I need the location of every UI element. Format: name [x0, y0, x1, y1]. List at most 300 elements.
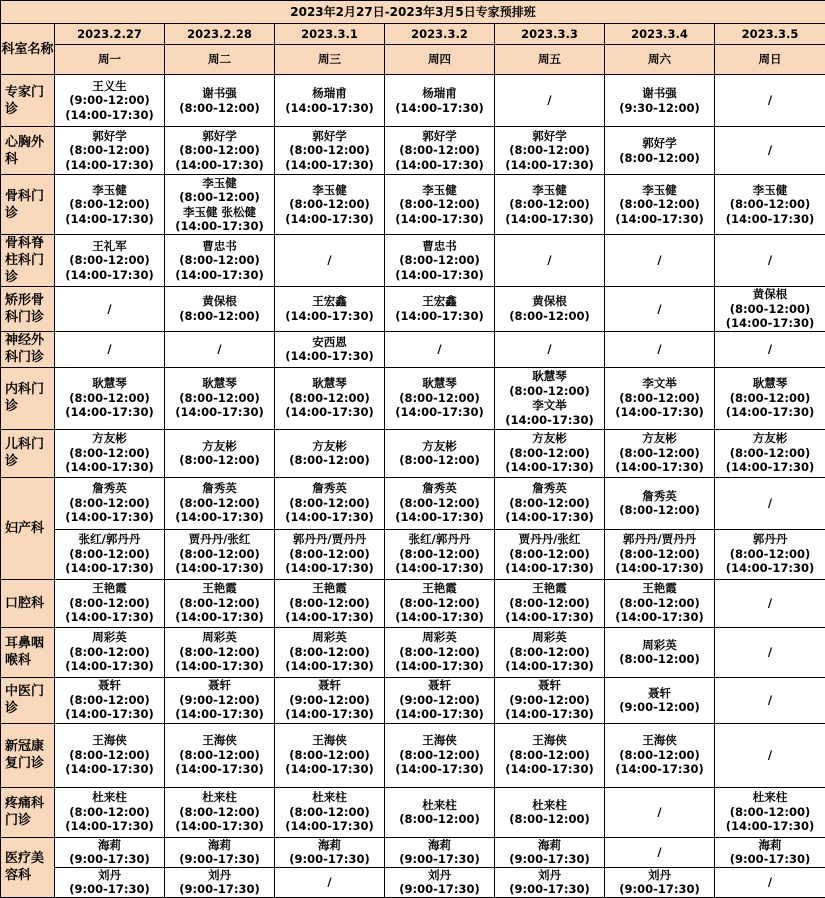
schedule-cell: [165, 867, 275, 897]
doctor-name: 詹秀英: [385, 481, 494, 496]
schedule-cell: [495, 235, 605, 287]
time-slot: (14:00-17:30): [55, 561, 164, 576]
schedule-cell: [275, 75, 385, 127]
time-slot: (14:00-17:30): [165, 610, 274, 625]
time-slot: (8:00-12:00): [275, 748, 384, 763]
schedule-cell: [275, 579, 385, 627]
time-slot: (8:00-12:00): [385, 596, 494, 611]
schedule-cell: [495, 127, 605, 175]
time-slot: (8:00-12:00): [715, 805, 825, 820]
time-slot: (14:00-17:30): [385, 212, 494, 227]
time-slot: (14:00-17:30): [55, 610, 164, 625]
time-slot: (14:00-17:30): [715, 460, 825, 475]
time-slot: (14:00-17:30): [55, 108, 164, 123]
time-slot: (8:00-12:00): [605, 748, 714, 763]
time-slot: (14:00-17:30): [385, 510, 494, 525]
department-name: 骨科门诊: [1, 175, 55, 235]
time-slot: (9:00-17:30): [55, 882, 164, 897]
date-header-row: [1, 24, 825, 45]
doctor-name: 詹秀英: [275, 481, 384, 496]
time-slot: (14:00-17:30): [385, 405, 494, 420]
time-slot: (14:00-17:30): [605, 460, 714, 475]
time-slot: (8:00-12:00): [385, 547, 494, 562]
schedule-cell: [715, 235, 825, 287]
schedule-cell: [605, 579, 715, 627]
time-slot: (8:00-12:00): [385, 391, 494, 406]
time-slot: (14:00-17:30): [605, 610, 714, 625]
time-slot: (8:00-12:00): [385, 197, 494, 212]
schedule-cell: [495, 529, 605, 579]
schedule-cell: [55, 477, 165, 529]
time-slot: (8:00-12:00): [605, 446, 714, 461]
schedule-cell: [605, 477, 715, 529]
doctor-name: 李玉健: [385, 183, 494, 198]
time-slot: (9:00-17:30): [495, 882, 604, 897]
doctor-name: 李玉健: [55, 183, 164, 198]
schedule-cell: [385, 367, 495, 429]
time-slot: (14:00-17:30): [165, 219, 274, 234]
doctor-name: /: [55, 342, 164, 357]
time-slot: (14:00-17:30): [55, 212, 164, 227]
doctor-name: 王礼军: [55, 239, 164, 254]
doctor-name: 方友彬: [495, 431, 604, 446]
time-slot: (8:00-12:00): [165, 748, 274, 763]
schedule-cell: [55, 235, 165, 287]
doctor-name: /: [715, 93, 825, 108]
schedule-cell: [495, 331, 605, 367]
schedule-cell: [715, 787, 825, 837]
time-slot: (14:00-17:30): [165, 707, 274, 722]
schedule-cell: [165, 477, 275, 529]
time-slot: (8:00-12:00): [275, 143, 384, 158]
doctor-name: 耿慧琴: [385, 376, 494, 391]
schedule-cell: [605, 723, 715, 787]
doctor-name: /: [275, 875, 384, 890]
schedule-cell: [385, 529, 495, 579]
time-slot: (14:00-17:30): [385, 659, 494, 674]
time-slot: (8:00-12:00): [165, 645, 274, 660]
doctor-name: 聂轩: [275, 678, 384, 693]
doctor-name: 贾丹丹/张红: [165, 532, 274, 547]
table-row: [1, 529, 825, 579]
time-slot: (9:00-12:00): [55, 93, 164, 108]
doctor-name: 耿慧琴: [715, 376, 825, 391]
schedule-cell: [275, 867, 385, 897]
doctor-name: 方友彬: [165, 439, 274, 454]
schedule-cell: [495, 429, 605, 477]
time-slot: (14:00-17:30): [55, 158, 164, 173]
time-slot: (14:00-17:30): [385, 101, 494, 116]
schedule-cell: [385, 127, 495, 175]
time-slot: (9:00-12:00): [385, 693, 494, 708]
doctor-name: 聂轩: [385, 678, 494, 693]
time-slot: (8:00-12:00): [715, 391, 825, 406]
time-slot: (14:00-17:30): [55, 819, 164, 834]
time-slot: (8:00-12:00): [495, 496, 604, 511]
time-slot: (8:00-12:00): [495, 748, 604, 763]
time-slot: (8:00-12:00): [495, 197, 604, 212]
schedule-cell: [275, 837, 385, 867]
time-slot: (14:00-17:30): [55, 405, 164, 420]
time-slot: (8:00-12:00): [165, 253, 274, 268]
time-slot: (14:00-17:30): [605, 405, 714, 420]
schedule-cell: [165, 677, 275, 723]
doctor-name: 聂轩: [165, 678, 274, 693]
time-slot: (14:00-17:30): [165, 405, 274, 420]
doctor-name: 王艳霞: [495, 581, 604, 596]
time-slot: (14:00-17:30): [495, 707, 604, 722]
doctor-name: 王海侠: [385, 733, 494, 748]
schedule-cell: [715, 579, 825, 627]
time-slot: (8:00-12:00): [495, 645, 604, 660]
doctor-name: /: [605, 302, 714, 317]
date-header: 2023.3.4: [605, 24, 715, 45]
time-slot: (14:00-17:30): [165, 762, 274, 777]
time-slot: (8:00-12:00): [165, 547, 274, 562]
time-slot: (8:00-12:00): [55, 693, 164, 708]
doctor-name: 谢书强: [605, 86, 714, 101]
schedule-cell: [495, 287, 605, 332]
time-slot: (8:00-12:00): [165, 143, 274, 158]
time-slot: (8:00-12:00): [275, 453, 384, 468]
time-slot: (8:00-12:00): [55, 547, 164, 562]
time-slot: (9:00-17:30): [605, 882, 714, 897]
schedule-cell: [605, 75, 715, 127]
doctor-name: 王海侠: [165, 733, 274, 748]
time-slot: (14:00-17:30): [275, 309, 384, 324]
department-name: 耳鼻咽喉科: [1, 627, 55, 677]
schedule-cell: [55, 837, 165, 867]
time-slot: (8:00-12:00): [605, 547, 714, 562]
doctor-name: 郭好学: [165, 129, 274, 144]
table-row: [1, 787, 825, 837]
time-slot: (14:00-17:30): [605, 762, 714, 777]
time-slot: (14:00-17:30): [55, 762, 164, 777]
schedule-cell: [385, 175, 495, 235]
doctor-name: 詹秀英: [605, 489, 714, 504]
time-slot: (9:00-12:00): [495, 693, 604, 708]
time-slot: (8:00-12:00): [275, 805, 384, 820]
time-slot: (8:00-12:00): [605, 652, 714, 667]
doctor-name: 郭好学: [385, 129, 494, 144]
time-slot: (8:00-12:00): [385, 453, 494, 468]
doctor-name: 刘丹: [495, 868, 604, 883]
doctor-name: 郭好学: [495, 129, 604, 144]
time-slot: (8:00-12:00): [605, 151, 714, 166]
time-slot: (8:00-12:00): [55, 391, 164, 406]
doctor-name: 王艳霞: [605, 581, 714, 596]
schedule-cell: [275, 175, 385, 235]
time-slot: (14:00-17:30): [495, 561, 604, 576]
time-slot: (14:00-17:30): [55, 659, 164, 674]
schedule-cell: [165, 287, 275, 332]
schedule-cell: [165, 75, 275, 127]
time-slot: (9:00-12:00): [165, 693, 274, 708]
time-slot: (14:00-17:30): [55, 268, 164, 283]
time-slot: (14:00-17:30): [55, 460, 164, 475]
time-slot: (14:00-17:30): [385, 762, 494, 777]
doctor-name: 张红/郭丹丹: [55, 532, 164, 547]
time-slot: (14:00-17:30): [165, 659, 274, 674]
time-slot: (14:00-17:30): [275, 212, 384, 227]
doctor-name: /: [165, 342, 274, 357]
schedule-cell: [715, 429, 825, 477]
schedule-cell: [275, 287, 385, 332]
schedule-cell: [55, 723, 165, 787]
time-slot: 李文举: [495, 398, 604, 413]
time-slot: (8:00-12:00): [495, 596, 604, 611]
time-slot: (14:00-17:30): [495, 659, 604, 674]
schedule-cell: [385, 579, 495, 627]
time-slot: (8:00-12:00): [605, 503, 714, 518]
doctor-name: 海莉: [275, 838, 384, 853]
table-row: [1, 837, 825, 867]
doctor-name: 郭丹丹/贾丹丹: [605, 532, 714, 547]
time-slot: (8:00-12:00): [275, 391, 384, 406]
doctor-name: 刘丹: [165, 868, 274, 883]
department-name: 专家门诊: [1, 75, 55, 127]
time-slot: (8:00-12:00): [715, 547, 825, 562]
doctor-name: 周彩英: [275, 630, 384, 645]
doctor-name: 海莉: [55, 838, 164, 853]
time-slot: (8:00-12:00): [165, 309, 274, 324]
schedule-cell: [605, 627, 715, 677]
time-slot: (8:00-12:00): [55, 446, 164, 461]
time-slot: (14:00-17:30): [165, 561, 274, 576]
time-slot: (14:00-17:30): [495, 510, 604, 525]
schedule-cell: [385, 429, 495, 477]
time-slot: (9:30-12:00): [605, 101, 714, 116]
doctor-name: /: [605, 253, 714, 268]
time-slot: (14:00-17:30): [495, 762, 604, 777]
schedule-cell: [275, 367, 385, 429]
time-slot: (8:00-12:00): [275, 547, 384, 562]
date-header: 2023.3.3: [495, 24, 605, 45]
schedule-cell: [495, 867, 605, 897]
time-slot: (14:00-17:30): [385, 309, 494, 324]
doctor-name: 聂轩: [55, 678, 164, 693]
department-name: 中医门诊: [1, 677, 55, 723]
schedule-cell: [605, 175, 715, 235]
doctor-name: 王海侠: [55, 733, 164, 748]
date-header: 2023.3.1: [275, 24, 385, 45]
doctor-name: 周彩英: [385, 630, 494, 645]
doctor-name: 王艳霞: [55, 581, 164, 596]
schedule-cell: [715, 723, 825, 787]
table-row: [1, 867, 825, 897]
doctor-name: 方友彬: [275, 439, 384, 454]
schedule-cell: [55, 175, 165, 235]
time-slot: (14:00-17:30): [495, 212, 604, 227]
schedule-cell: [495, 367, 605, 429]
schedule-cell: [55, 127, 165, 175]
doctor-name: 黄保根: [495, 294, 604, 309]
doctor-name: 李玉健: [495, 183, 604, 198]
table-row: [1, 175, 825, 235]
schedule-cell: [385, 331, 495, 367]
weekday-header: 周三: [275, 45, 385, 75]
doctor-name: 詹秀英: [55, 481, 164, 496]
time-slot: (14:00-17:30): [715, 405, 825, 420]
doctor-name: /: [715, 143, 825, 158]
schedule-cell: [605, 429, 715, 477]
doctor-name: 李玉健: [605, 183, 714, 198]
time-slot: (8:00-12:00): [605, 197, 714, 212]
time-slot: (14:00-17:30): [165, 158, 274, 173]
schedule-cell: [275, 787, 385, 837]
time-slot: (14:00-17:30): [715, 561, 825, 576]
doctor-name: 聂轩: [605, 686, 714, 701]
weekday-header: 周一: [55, 45, 165, 75]
doctor-name: 方友彬: [385, 439, 494, 454]
doctor-name: 王宏鑫: [385, 294, 494, 309]
doctor-name: 耿慧琴: [165, 376, 274, 391]
schedule-cell: [715, 529, 825, 579]
time-slot: (9:00-17:30): [495, 852, 604, 867]
date-header: 2023.2.27: [55, 24, 165, 45]
table-row: [1, 477, 825, 529]
doctor-name: /: [715, 496, 825, 511]
time-slot: (8:00-12:00): [55, 143, 164, 158]
doctor-name: 谢书强: [165, 86, 274, 101]
doctor-name: 王艳霞: [275, 581, 384, 596]
time-slot: (14:00-17:30): [495, 460, 604, 475]
time-slot: (9:00-17:30): [385, 852, 494, 867]
schedule-cell: [55, 579, 165, 627]
time-slot: (9:00-17:30): [165, 882, 274, 897]
doctor-name: 王海侠: [495, 733, 604, 748]
department-name: 心胸外科: [1, 127, 55, 175]
table-row: [1, 235, 825, 287]
doctor-name: /: [715, 253, 825, 268]
time-slot: (14:00-17:30): [385, 610, 494, 625]
schedule-cell: [165, 235, 275, 287]
schedule-cell: [275, 429, 385, 477]
time-slot: (8:00-12:00): [605, 391, 714, 406]
doctor-name: 王海侠: [275, 733, 384, 748]
time-slot: (8:00-12:00): [165, 805, 274, 820]
schedule-cell: [55, 367, 165, 429]
schedule-cell: [165, 175, 275, 235]
time-slot: (8:00-12:00): [55, 496, 164, 511]
time-slot: (14:00-17:30): [275, 707, 384, 722]
time-slot: (8:00-12:00): [165, 391, 274, 406]
doctor-name: 黄保根: [715, 287, 825, 302]
doctor-name: 李玉健: [715, 183, 825, 198]
doctor-name: 贾丹丹/张红: [495, 532, 604, 547]
schedule-cell: [165, 627, 275, 677]
schedule-cell: [385, 235, 495, 287]
time-slot: (8:00-12:00): [495, 446, 604, 461]
doctor-name: 张红/郭丹丹: [385, 532, 494, 547]
department-name: 矫形骨科门诊: [1, 287, 55, 332]
time-slot: (8:00-12:00): [385, 253, 494, 268]
doctor-name: 耿慧琴: [495, 369, 604, 384]
time-slot: (14:00-17:30): [275, 101, 384, 116]
doctor-name: 杜来柱: [165, 790, 274, 805]
time-slot: (14:00-17:30): [385, 158, 494, 173]
doctor-name: /: [495, 253, 604, 268]
time-slot: (14:00-17:30): [275, 762, 384, 777]
doctor-name: /: [605, 805, 714, 820]
schedule-cell: [495, 579, 605, 627]
doctor-name: /: [715, 875, 825, 890]
doctor-name: 聂轩: [495, 678, 604, 693]
department-name: 医疗美容科: [1, 837, 55, 897]
time-slot: (8:00-12:00): [385, 143, 494, 158]
doctor-name: 周彩英: [495, 630, 604, 645]
time-slot: (14:00-17:30): [275, 405, 384, 420]
time-slot: 李玉健 张松健: [165, 205, 274, 220]
schedule-cell: [605, 867, 715, 897]
schedule-cell: [275, 627, 385, 677]
time-slot: (14:00-17:30): [385, 268, 494, 283]
doctor-name: 刘丹: [605, 868, 714, 883]
schedule-cell: [605, 331, 715, 367]
schedule-cell: [715, 287, 825, 332]
time-slot: (14:00-17:30): [165, 268, 274, 283]
doctor-name: /: [715, 645, 825, 660]
time-slot: (8:00-12:00): [495, 143, 604, 158]
schedule-cell: [715, 331, 825, 367]
doctor-name: /: [495, 93, 604, 108]
department-name: 神经外科门诊: [1, 331, 55, 367]
time-slot: (8:00-12:00): [715, 197, 825, 212]
time-slot: (14:00-17:30): [55, 510, 164, 525]
doctor-name: 方友彬: [715, 431, 825, 446]
doctor-name: 耿慧琴: [55, 376, 164, 391]
doctor-name: 王艳霞: [385, 581, 494, 596]
time-slot: (8:00-12:00): [495, 547, 604, 562]
doctor-name: 郭丹丹: [715, 532, 825, 547]
doctor-name: 郭好学: [55, 129, 164, 144]
dept-column-header: 科室名称: [1, 24, 55, 75]
schedule-cell: [385, 627, 495, 677]
time-slot: (8:00-12:00): [165, 101, 274, 116]
schedule-cell: [495, 627, 605, 677]
doctor-name: 王海侠: [605, 733, 714, 748]
doctor-name: 方友彬: [55, 431, 164, 446]
table-row: [1, 127, 825, 175]
schedule-cell: [715, 127, 825, 175]
time-slot: (14:00-17:30): [385, 707, 494, 722]
doctor-name: /: [605, 342, 714, 357]
time-slot: (14:00-17:30): [275, 659, 384, 674]
time-slot: (9:00-17:30): [385, 882, 494, 897]
weekday-header: 周二: [165, 45, 275, 75]
time-slot: (8:00-12:00): [385, 645, 494, 660]
table-row: [1, 75, 825, 127]
time-slot: (8:00-12:00): [165, 496, 274, 511]
schedule-cell: [165, 837, 275, 867]
schedule-cell: [715, 367, 825, 429]
schedule-cell: [385, 75, 495, 127]
schedule-cell: [55, 677, 165, 723]
time-slot: (14:00-17:30): [275, 819, 384, 834]
time-slot: (14:00-17:30): [275, 510, 384, 525]
schedule-cell: [715, 867, 825, 897]
schedule-cell: [715, 627, 825, 677]
time-slot: (9:00-12:00): [605, 700, 714, 715]
department-name: 骨科脊柱科门诊: [1, 235, 55, 287]
schedule-cell: [55, 429, 165, 477]
schedule-cell: [275, 235, 385, 287]
weekday-header: 周日: [715, 45, 825, 75]
schedule-cell: [55, 787, 165, 837]
doctor-name: 杜来柱: [495, 798, 604, 813]
time-slot: (14:00-17:30): [275, 561, 384, 576]
schedule-cell: [605, 235, 715, 287]
